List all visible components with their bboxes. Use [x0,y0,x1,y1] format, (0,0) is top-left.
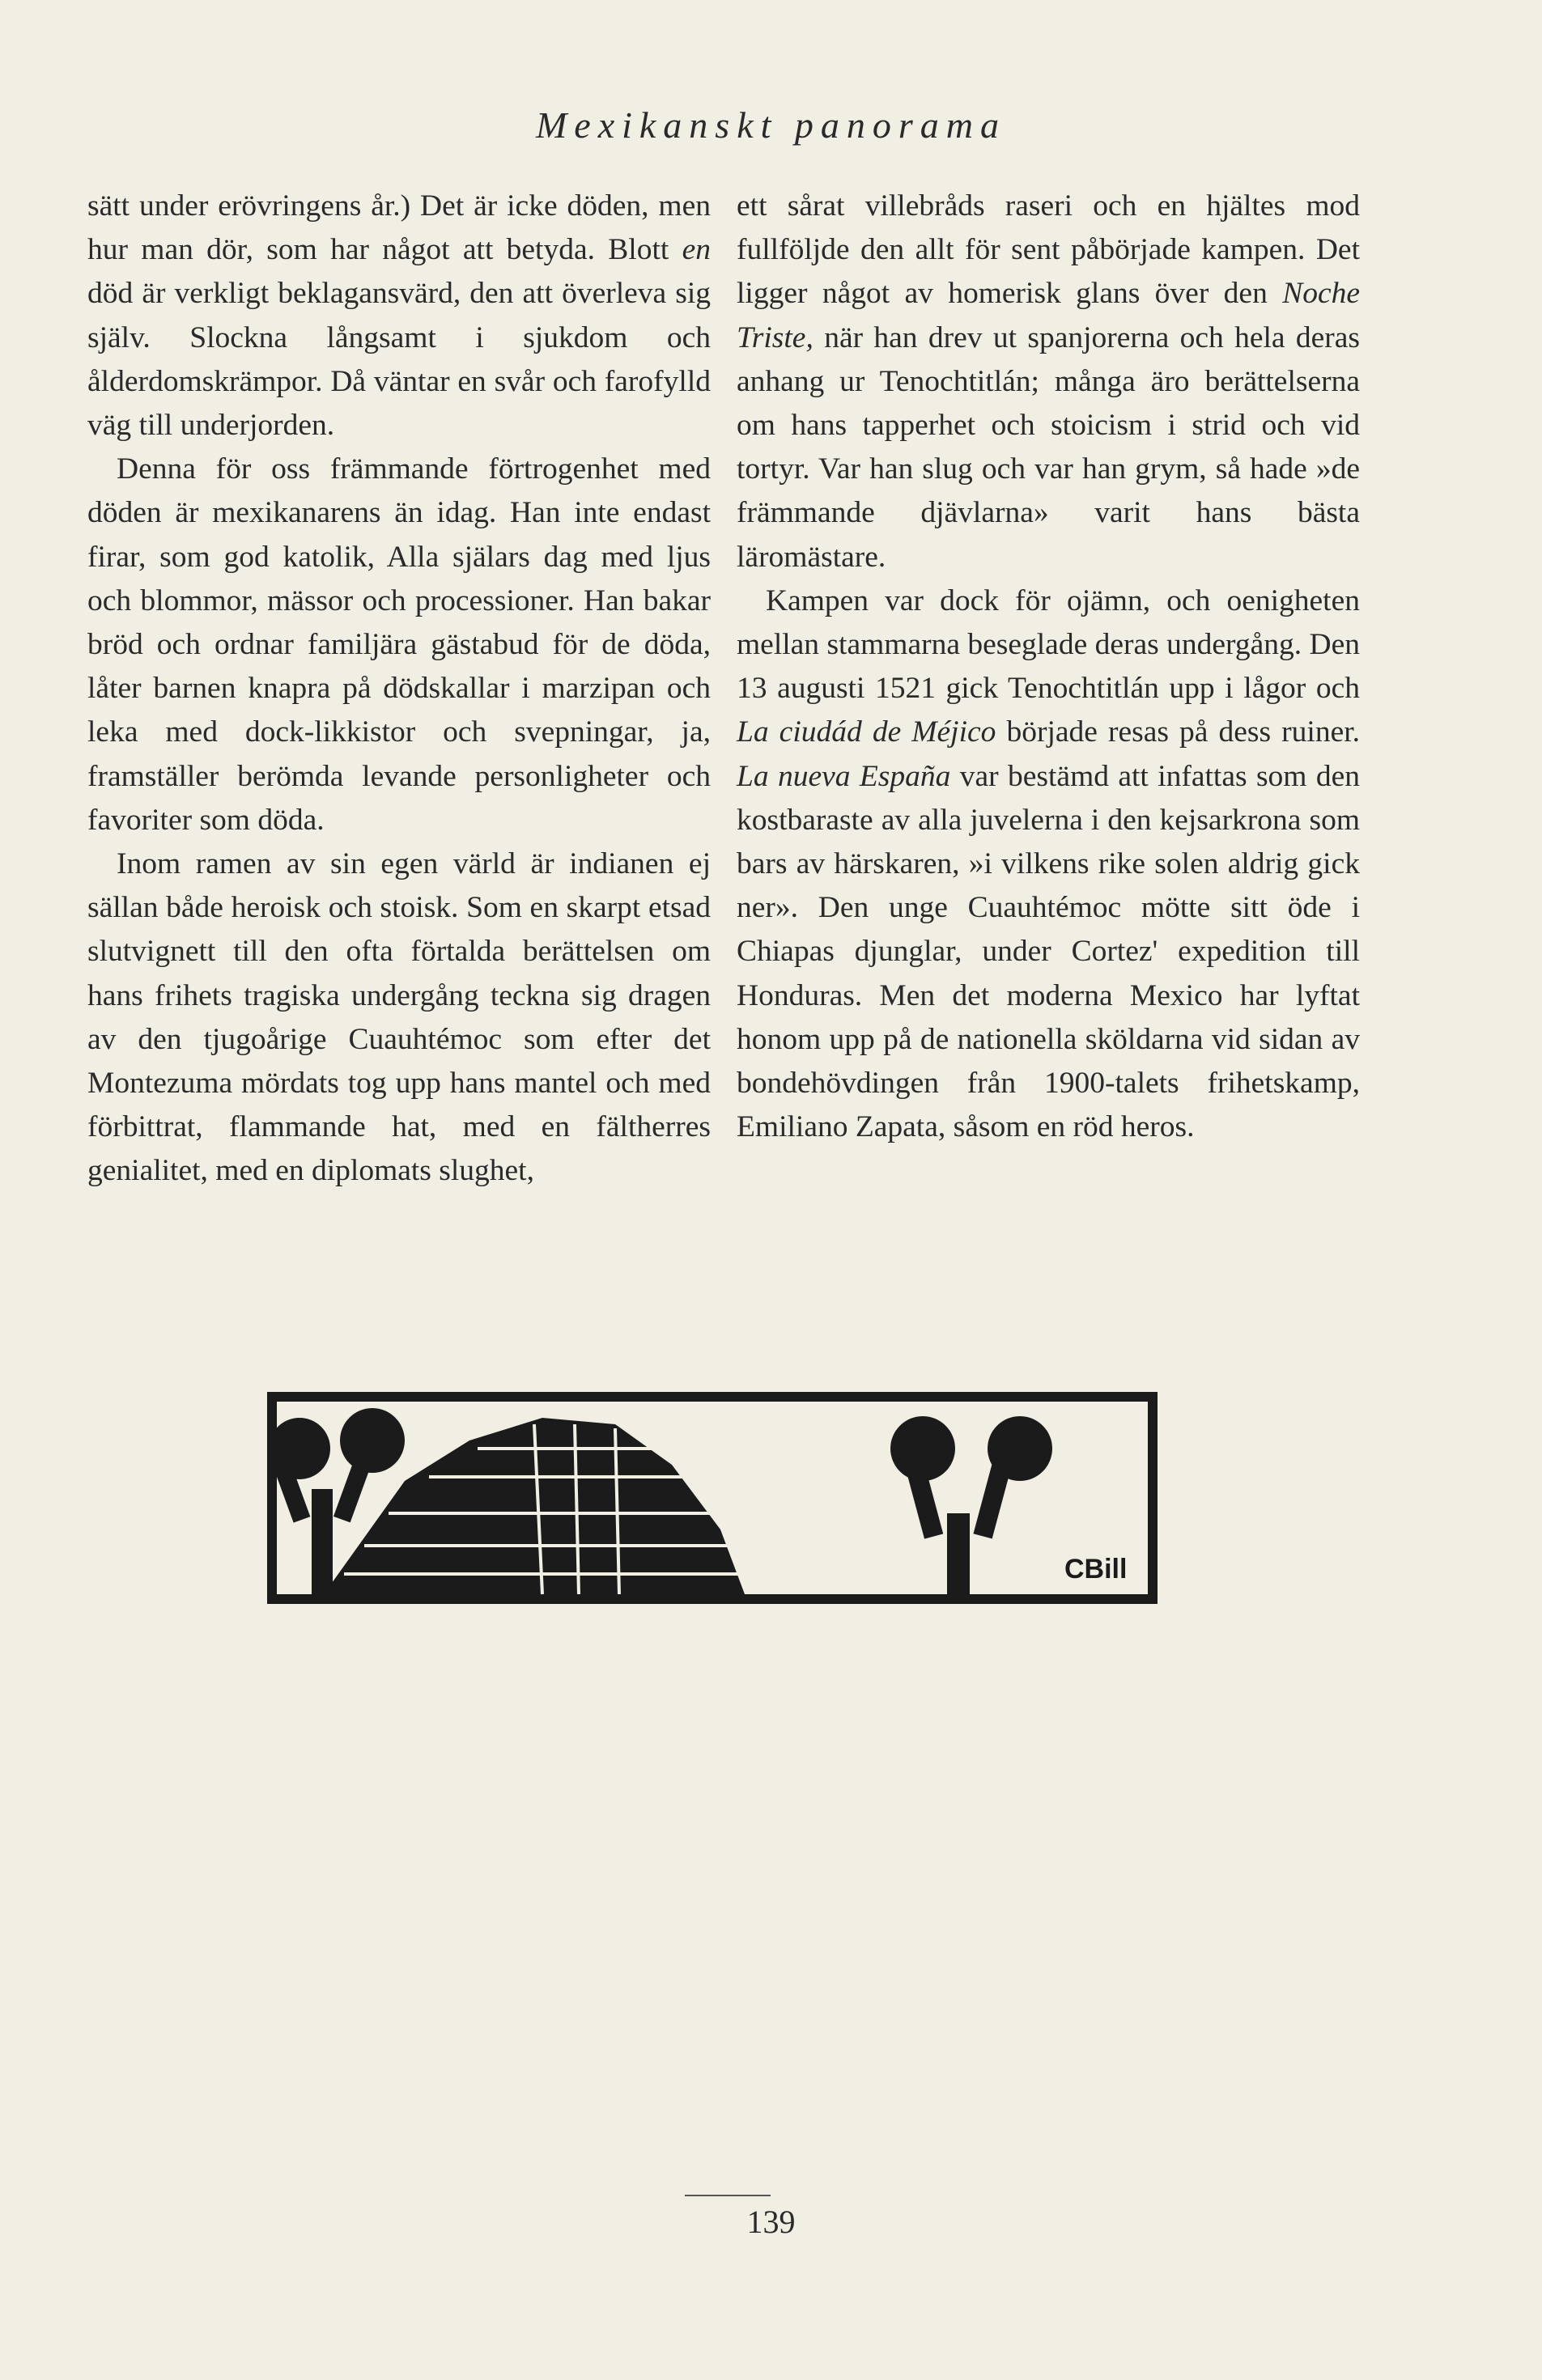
right-p2-emphasis-2: La nueva España [737,759,951,793]
left-p1-emphasis: en [682,233,712,267]
left-p1-text: sätt under erövringens år.) Det är icke döden, men hur man dör, som har något att betyda. Blott [87,189,711,267]
running-head: Mexikanskt panorama [535,104,1007,146]
left-paragraph-3: Inom ramen av sin egen värld är indianen ej sällan både heroisk och stoisk. Som en skarpt etsad slutvignett till den ofta förtalda berättelsen om hans frihets tragiska undergång teckna sig dragen av den tjugoårige Cuauhtémoc som efter det Montezuma mördats tog upp hans mantel och med förbittrat, flammande hat, med en fältherres genialitet, med en diplomats slughet, [87,847,711,1188]
right-p2-rest: var bestämd att infattas som den kostbaraste av alla juvelerna i den kejsarkrona som bars av härskaren, »i vilkens rike solen aldrig gick ner». Den unge Cuauhtémoc mötte sitt öde i Chiapas djunglar, under Cortez' expedition till Honduras. Men det moderna Mexico har lyftat honom upp på de nationella sköldarna vid sidan av bondehövdingen från 1900-talets frihetskamp, Emiliano Zapata, såsom en röd heros. [737,759,1360,1144]
right-paragraph-1 [737,185,1360,579]
right-paragraph-2 [737,579,1360,1150]
pyramid-woodcut-illustration [267,1392,1158,1604]
page-number-rule [685,2195,771,2196]
right-p2-emphasis-1: La ciudád de Méjico [737,715,996,749]
left-paragraph-2: Denna för oss främmande förtrogenhet med döden är mexikanarens än idag. Han inte endast firar, som god katolik, Alla själars dag med ljus och blommor, mässor och processioner. Han bakar bröd och ordnar familjära gästabud för de döda, låter barnen knapra på dödskallar i marzipan och leka med dock-likkistor och svepningar, ja, framställer berömda levande personligheter och favoriter som döda. [87,452,711,837]
page-number: 139 [746,2204,796,2240]
right-column [737,185,1360,1149]
right-p1-emphasis: Noche Triste, [737,277,1360,354]
left-column [87,185,711,1194]
right-p2-middle: började resas på dess ruiner. [1006,715,1361,749]
woodcut-signature: CBill [1064,1554,1128,1585]
left-p1-rest: död är verkligt beklagansvärd, den att överleva sig själv. Slockna långsamt i sjukdom och ålderdomskrämpor. Då väntar en svår och farofylld väg till underjorden. [87,277,711,443]
left-paragraph-1 [87,185,711,448]
right-p1-rest: när han drev ut spanjorerna och hela deras anhang ur Tenochtitlán; många äro berättelserna om hans tapperhet och stoicism i strid och vid tortyr. Var han slug och var han grym, så hade »de främmande djävlarna» varit hans bästa läromästare. [737,320,1360,574]
right-p2-text: Kampen var dock för ojämn, och oenigheten mellan stammarna beseglade deras undergång. Den 13 augusti 1521 gick Tenochtitlán upp i lågor och [737,583,1360,706]
right-p1-text: ett sårat villebråds raseri och en hjältes mod fullföljde den allt för sent påbörjade kampen. Det ligger något av homerisk glans över den [737,189,1360,311]
